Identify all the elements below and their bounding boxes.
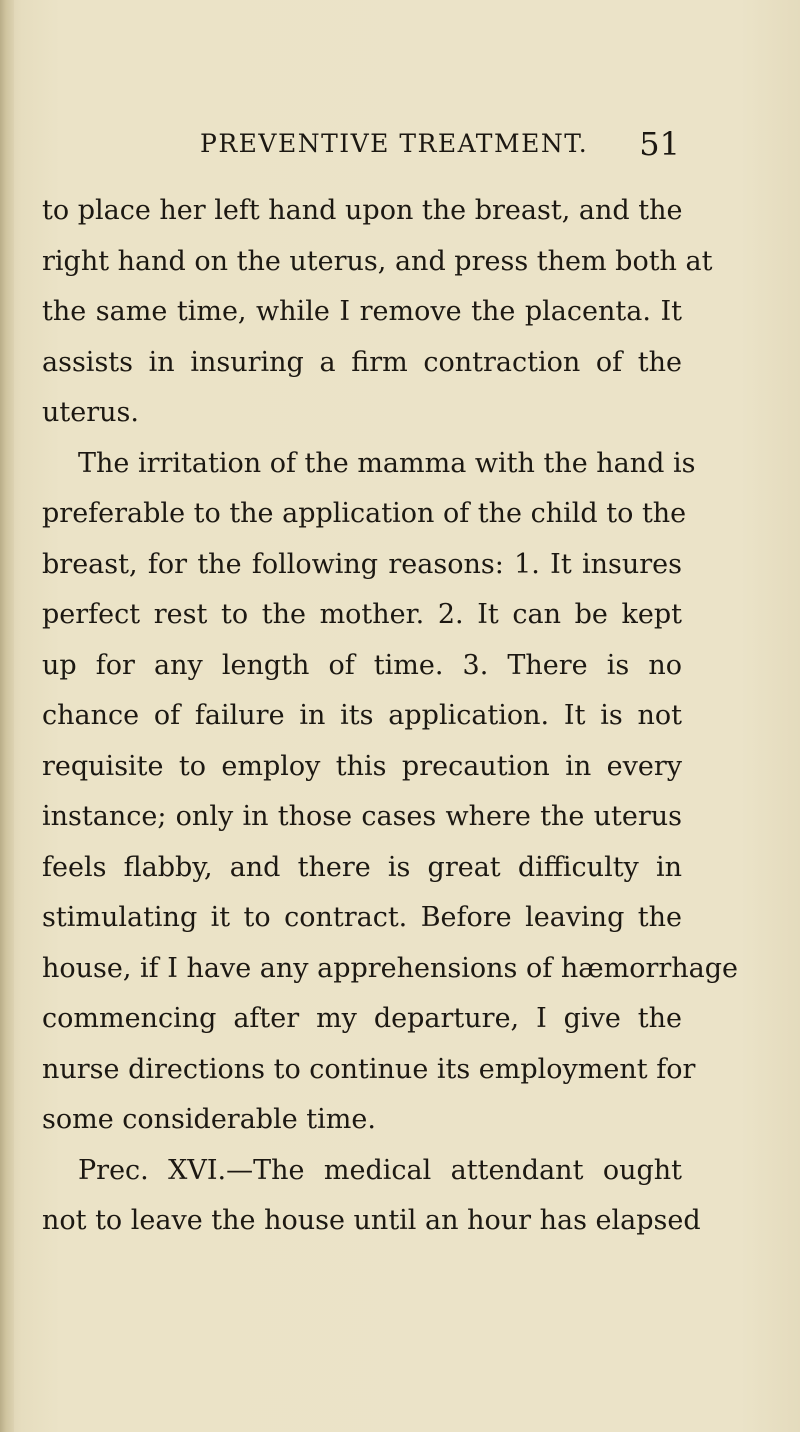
page-number: 51 xyxy=(639,125,680,163)
text-line: chance of failure in its application. It is not xyxy=(42,700,682,731)
text-line: perfect rest to the mother. 2. It can be kept xyxy=(42,599,682,630)
text-line: uterus. xyxy=(42,397,139,428)
text-line: instance; only in those cases where the uterus xyxy=(42,801,682,832)
paragraph-start-line: Prec. XVI.—The medical attendant ought xyxy=(78,1154,682,1186)
text-line: preferable to the application of the child to the xyxy=(42,498,687,529)
text-line: feels flabby, and there is great difficulty in xyxy=(42,851,682,883)
text-line: requisite to employ this precaution in every xyxy=(42,750,682,782)
page-binding-edge xyxy=(0,0,14,1432)
text-line: some considerable time. xyxy=(42,1104,376,1135)
body-text xyxy=(42,186,739,1247)
text-line: to place her left hand upon the breast, and the xyxy=(42,195,683,226)
text-line: house, if I have any apprehensions of hæmorrhage xyxy=(42,952,739,984)
text-line: not to leave the house until an hour has elapsed xyxy=(42,1205,701,1236)
paragraph-start-line: The irritation of the mamma with the hand is xyxy=(78,447,696,479)
text-line: stimulating it to contract. Before leaving the xyxy=(42,902,682,933)
text-line: assists in insuring a firm contraction of the xyxy=(42,346,682,378)
text-line: breast, for the following reasons: 1. It insures xyxy=(42,548,682,580)
text-line: the same time, while I remove the placenta. It xyxy=(42,296,682,327)
text-line: nurse directions to continue its employment for xyxy=(42,1053,696,1085)
text-line: right hand on the uterus, and press them both at xyxy=(42,245,713,277)
text-line: up for any length of time. 3. There is no xyxy=(42,649,682,681)
running-head-title: PREVENTIVE TREATMENT. xyxy=(200,129,589,158)
running-head xyxy=(200,124,680,164)
text-line: commencing after my departure, I give the xyxy=(42,1003,682,1034)
